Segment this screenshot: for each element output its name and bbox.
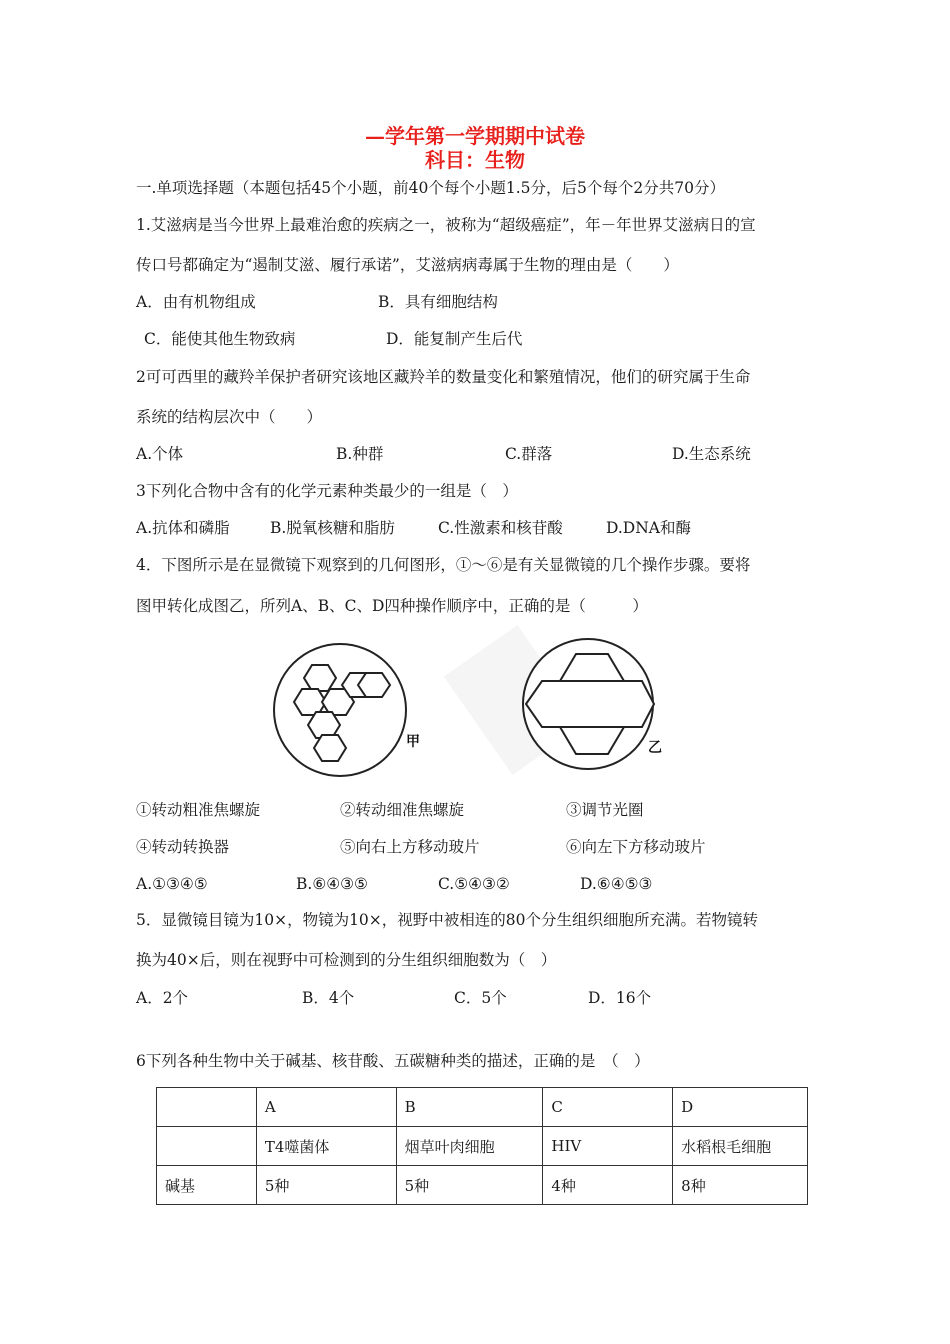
q4-option-d: D.⑥④⑤③ bbox=[580, 875, 653, 893]
table-cell: B bbox=[396, 1088, 543, 1127]
q1-option-a: A．由有机物组成 bbox=[136, 293, 256, 311]
table-cell: 8种 bbox=[673, 1166, 808, 1205]
q5-text-line1: 5．显微镜目镜为10×，物镜为10×，视野中被相连的80个分生组织细胞所充满。若物镜转 bbox=[136, 911, 759, 929]
table-row bbox=[157, 1088, 808, 1127]
q1-text-line2: 传口号都确定为“遏制艾滋、履行承诺”，艾滋病病毒属于生物的理由是（ ） bbox=[136, 256, 679, 274]
table-cell: 水稻根毛细胞 bbox=[673, 1127, 808, 1166]
figure-label-jia: 甲 bbox=[406, 734, 420, 750]
table-cell: HIV bbox=[543, 1127, 673, 1166]
table-row bbox=[157, 1166, 808, 1205]
q3-text-line1: 3下列化合物中含有的化学元素种类最少的一组是（ ） bbox=[136, 482, 518, 500]
table-row bbox=[157, 1127, 808, 1166]
exam-subject: 科目：生物 bbox=[425, 148, 525, 172]
q4-step-1: ①转动粗准焦螺旋 bbox=[136, 801, 261, 819]
q2-text-line1: 2可可西里的藏羚羊保护者研究该地区藏羚羊的数量变化和繁殖情况，他们的研究属于生命 bbox=[136, 368, 751, 386]
hexagon-shape bbox=[358, 673, 390, 697]
q2-option-a: A.个体 bbox=[136, 445, 184, 463]
q3-option-a: A.抗体和磷脂 bbox=[136, 519, 230, 537]
table-cell: D bbox=[673, 1088, 808, 1127]
q5-option-b: B．4个 bbox=[302, 989, 355, 1007]
table-cell: A bbox=[256, 1088, 396, 1127]
q1-option-c: C．能使其他生物致病 bbox=[144, 330, 296, 348]
q4-text-line2: 图甲转化成图乙，所列A、B、C、D四种操作顺序中，正确的是（ ） bbox=[136, 597, 648, 615]
q5-option-d: D．16个 bbox=[588, 989, 652, 1007]
q4-option-b: B.⑥④③⑤ bbox=[296, 875, 368, 893]
table-cell: 碱基 bbox=[157, 1166, 257, 1205]
q2-option-d: D.生态系统 bbox=[672, 445, 751, 463]
q5-option-c: C．5个 bbox=[454, 989, 507, 1007]
q5-text-line2: 换为40×后，则在视野中可检测到的分生组织细胞数为（ ） bbox=[136, 951, 557, 969]
section-heading: 一.单项选择题（本题包括45个小题，前40个每个小题1.5分，后5个每个2分共70分） bbox=[136, 179, 725, 197]
table-cell: 5种 bbox=[256, 1166, 396, 1205]
q2-text-line2: 系统的结构层次中（ ） bbox=[136, 408, 323, 426]
q4-step-2: ②转动细准焦螺旋 bbox=[340, 801, 465, 819]
q6-text-line1: 6下列各种生物中关于碱基、核苷酸、五碳糖种类的描述，正确的是 （ ） bbox=[136, 1052, 650, 1070]
q1-option-b: B．具有细胞结构 bbox=[378, 293, 498, 311]
q4-option-c: C.⑤④③② bbox=[438, 875, 510, 893]
q4-step-4: ④转动转换器 bbox=[136, 838, 230, 856]
q4-step-6: ⑥向左下方移动玻片 bbox=[566, 838, 706, 856]
exam-title: —学年第一学期期中试卷 bbox=[365, 124, 585, 148]
q3-option-c: C.性激素和核苷酸 bbox=[438, 519, 563, 537]
q4-step-5: ⑤向右上方移动玻片 bbox=[340, 838, 480, 856]
q6-table bbox=[156, 1087, 808, 1205]
table-cell: 4种 bbox=[543, 1166, 673, 1205]
table-cell: 烟草叶肉细胞 bbox=[396, 1127, 543, 1166]
figure-label-yi: 乙 bbox=[648, 740, 662, 756]
q5-option-a: A．2个 bbox=[136, 989, 189, 1007]
hexagon-shape bbox=[526, 681, 654, 727]
q2-option-c: C.群落 bbox=[505, 445, 553, 463]
table-cell: C bbox=[543, 1088, 673, 1127]
q4-text-line1: 4．下图所示是在显微镜下观察到的几何图形，①～⑥是有关显微镜的几个操作步骤。要将 bbox=[136, 556, 751, 574]
figure-yi bbox=[520, 636, 670, 786]
hexagon-shape bbox=[304, 665, 336, 691]
q1-text-line1: 1.艾滋病是当今世界上最难治愈的疾病之一，被称为“超级癌症”，年－年世界艾滋病日的宣 bbox=[136, 216, 756, 234]
figure-jia bbox=[270, 638, 420, 788]
q4-option-a: A.①③④⑤ bbox=[136, 875, 208, 893]
q2-option-b: B.种群 bbox=[336, 445, 384, 463]
q1-option-d: D．能复制产生后代 bbox=[386, 330, 523, 348]
table-cell bbox=[157, 1127, 257, 1166]
table-cell: T4噬菌体 bbox=[256, 1127, 396, 1166]
hexagon-shape bbox=[314, 735, 346, 761]
table-cell: 5种 bbox=[396, 1166, 543, 1205]
table-cell bbox=[157, 1088, 257, 1127]
q3-option-d: D.DNA和酶 bbox=[606, 519, 691, 537]
q3-option-b: B.脱氧核糖和脂肪 bbox=[270, 519, 395, 537]
q4-step-3: ③调节光圈 bbox=[566, 801, 644, 819]
